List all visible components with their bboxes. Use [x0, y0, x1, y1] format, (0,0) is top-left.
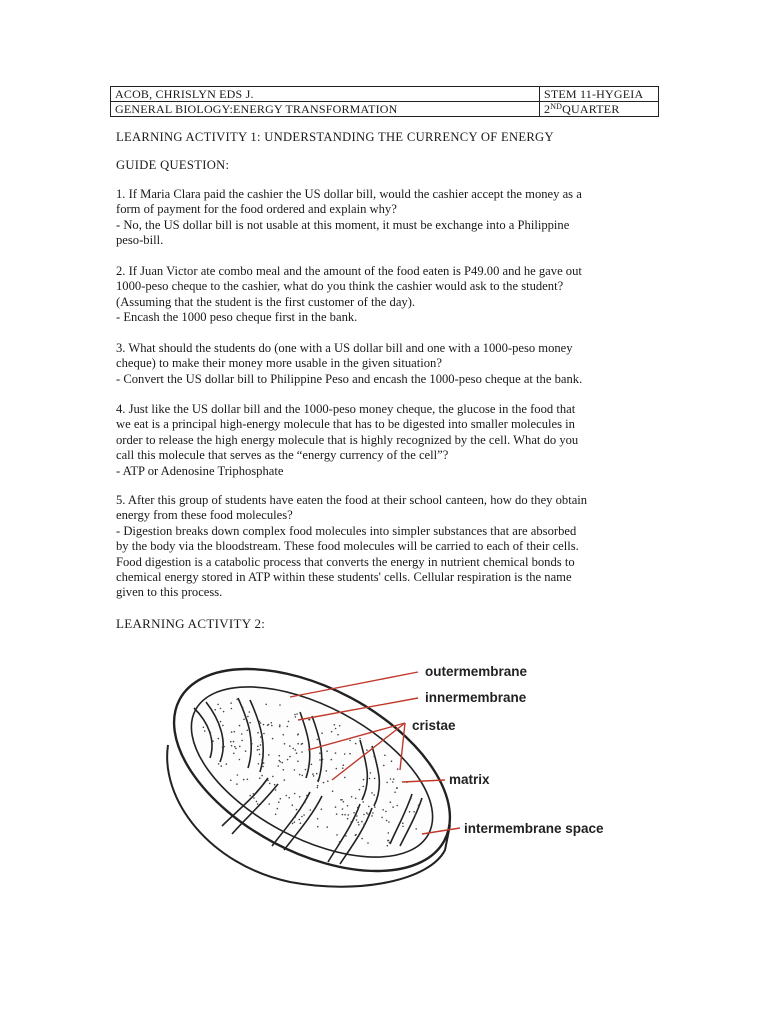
matrix-granule [292, 823, 294, 825]
matrix-granule [310, 809, 312, 811]
matrix-granule [253, 797, 255, 799]
matrix-granule [314, 723, 316, 725]
matrix-granule [388, 832, 390, 834]
matrix-granule [245, 750, 247, 752]
matrix-granule [351, 796, 353, 798]
matrix-granule [265, 704, 267, 706]
matrix-granule [331, 759, 333, 761]
matrix-granule [286, 795, 288, 797]
matrix-granule [260, 736, 262, 738]
matrix-granule [220, 721, 222, 723]
matrix-granule [249, 711, 251, 713]
question-1-line: form of payment for the food ordered and explain why? [116, 202, 397, 217]
matrix-granule [272, 738, 274, 740]
matrix-granule [267, 780, 269, 782]
matrix-granule [203, 727, 205, 729]
matrix-granule [343, 764, 345, 766]
matrix-granule [356, 819, 358, 821]
matrix-granule [297, 733, 299, 735]
matrix-granule [373, 794, 375, 796]
quarter-word: QUARTER [562, 102, 620, 116]
matrix-granule [268, 803, 270, 805]
label-outermembrane: outermembrane [425, 664, 528, 679]
matrix-granule [353, 812, 355, 814]
matrix-granule [239, 746, 241, 748]
matrix-granule [358, 824, 360, 826]
matrix-granule [374, 778, 376, 780]
matrix-granule [279, 726, 281, 728]
matrix-granule [241, 740, 243, 742]
matrix-granule [221, 765, 223, 767]
quarter-number: 2 [544, 102, 551, 116]
matrix-granule [260, 744, 262, 746]
matrix-granule [257, 803, 259, 805]
matrix-granule [347, 805, 349, 807]
matrix-granule [402, 826, 404, 828]
matrix-granule [258, 749, 260, 751]
matrix-granule [415, 828, 417, 830]
matrix-granule [342, 767, 344, 769]
header-row-2 [111, 102, 659, 117]
matrix-granule [239, 725, 241, 727]
matrix-granule [283, 734, 285, 736]
matrix-granule [218, 738, 220, 740]
matrix-granule [278, 765, 280, 767]
matrix-granule [275, 814, 277, 816]
matrix-granule [349, 753, 351, 755]
matrix-granule [278, 801, 280, 803]
matrix-granule [387, 845, 389, 847]
matrix-granule [413, 811, 415, 813]
quarter-ordinal: ND [550, 102, 563, 111]
matrix-granule [348, 814, 350, 816]
matrix-granule [274, 784, 276, 786]
matrix-granule [230, 741, 232, 743]
matrix-granule [231, 708, 233, 710]
matrix-granule [222, 725, 224, 727]
matrix-granule [257, 749, 259, 751]
matrix-granule [371, 815, 373, 817]
matrix-granule [296, 752, 298, 754]
matrix-granule [359, 738, 361, 740]
matrix-granule [339, 725, 341, 727]
matrix-granule [302, 743, 304, 745]
matrix-granule [275, 789, 277, 791]
matrix-granule [396, 805, 398, 807]
matrix-granule [418, 805, 420, 807]
matrix-granule [390, 778, 392, 780]
matrix-granule [392, 806, 394, 808]
matrix-granule [363, 779, 365, 781]
matrix-granule [326, 750, 328, 752]
matrix-granule [294, 793, 296, 795]
matrix-granule [263, 724, 265, 726]
matrix-granule [279, 704, 281, 706]
matrix-granule [262, 766, 264, 768]
matrix-granule [347, 818, 349, 820]
matrix-granule [363, 814, 365, 816]
matrix-granule [247, 716, 249, 718]
matrix-granule [288, 721, 290, 723]
matrix-granule [214, 709, 216, 711]
answer-3-line: - Convert the US dollar bill to Philippine Peso and encash the 1000-peso cheque at the bank. [116, 371, 583, 386]
label-intermembrane-space: intermembrane space [464, 821, 604, 836]
matrix-granule [231, 745, 233, 747]
matrix-granule [256, 801, 258, 803]
matrix-granule [263, 733, 265, 735]
matrix-granule [358, 835, 360, 837]
section-name: STEM 11-HYGEIA [540, 87, 659, 102]
matrix-granule [394, 791, 396, 793]
student-name: ACOB, CHRISLYN EDS J. [111, 87, 540, 102]
question-5-line: 5. After this group of students have eaten the food at their school canteen, how do they obtain [116, 493, 588, 507]
matrix-granule [212, 740, 214, 742]
label-matrix: matrix [449, 772, 490, 787]
question-3-block [116, 341, 656, 387]
matrix-granule [234, 746, 236, 748]
matrix-granule [393, 778, 395, 780]
answer-5-line: chemical energy stored in ATP within these students' cells. Cellular respiration is the name [116, 570, 572, 585]
matrix-granule [361, 821, 363, 823]
matrix-granule [362, 801, 364, 803]
quarter-cell [540, 102, 659, 117]
question-5-line: energy from these food molecules? [116, 508, 293, 523]
label-innermembrane: innermembrane [425, 690, 527, 705]
matrix-granule [334, 724, 336, 726]
matrix-granule [279, 724, 281, 726]
matrix-granule [363, 823, 365, 825]
matrix-granule [336, 834, 338, 836]
matrix-granule [397, 768, 399, 770]
matrix-granule [368, 806, 370, 808]
matrix-granule [294, 769, 296, 771]
matrix-granule [296, 713, 298, 715]
matrix-granule [284, 779, 286, 781]
matrix-granule [271, 725, 273, 727]
matrix-granule [373, 756, 375, 758]
matrix-granule [342, 814, 344, 816]
matrix-granule [230, 702, 232, 704]
matrix-granule [319, 752, 321, 754]
matrix-granule [369, 778, 371, 780]
matrix-granule [313, 775, 315, 777]
matrix-granule [295, 816, 297, 818]
matrix-granule [294, 714, 296, 716]
matrix-granule [217, 704, 219, 706]
matrix-granule [388, 821, 390, 823]
matrix-granule [249, 722, 251, 724]
matrix-granule [299, 774, 301, 776]
matrix-granule [402, 822, 404, 824]
matrix-granule [301, 816, 303, 818]
header-row-1 [111, 87, 659, 102]
matrix-granule [263, 762, 265, 764]
matrix-granule [337, 734, 339, 736]
matrix-granule [362, 786, 364, 788]
question-1-block [116, 187, 656, 249]
matrix-granule [343, 801, 345, 803]
matrix-granule [410, 798, 412, 800]
matrix-granule [239, 759, 241, 761]
matrix-granule [269, 783, 271, 785]
matrix-granule [409, 811, 411, 813]
matrix-granule [292, 804, 294, 806]
matrix-granule [259, 754, 261, 756]
matrix-granule [350, 821, 352, 823]
matrix-granule [287, 759, 289, 761]
matrix-granule [357, 807, 359, 809]
question-4-block [116, 402, 656, 479]
matrix-granule [267, 724, 269, 726]
matrix-granule [321, 808, 323, 810]
question-5-block [116, 493, 656, 601]
matrix-granule [301, 751, 303, 753]
matrix-granule [332, 790, 334, 792]
matrix-granule [355, 798, 357, 800]
matrix-granule [374, 806, 376, 808]
answer-5-line: - Digestion breaks down complex food molecules into simpler substances that are absorbed [116, 523, 577, 538]
matrix-granule [220, 708, 222, 710]
answer-4-line: - ATP or Adenosine Triphosphate [116, 463, 284, 478]
matrix-granule [372, 812, 374, 814]
matrix-granule [304, 802, 306, 804]
question-2-line: 1000-peso cheque to the cashier, what do you think the cashier would ask to the student? [116, 279, 564, 294]
matrix-granule [317, 780, 319, 782]
matrix-granule [344, 814, 346, 816]
question-4-line: order to release the high energy molecule that is highly recognized by the cell. What do you [116, 432, 579, 447]
matrix-granule [222, 747, 224, 749]
matrix-granule [366, 749, 368, 751]
matrix-granule [317, 787, 319, 789]
matrix-granule [279, 761, 281, 763]
matrix-granule [253, 793, 255, 795]
matrix-granule [204, 730, 206, 732]
matrix-granule [302, 775, 304, 777]
mitochondrion-drawing [150, 650, 483, 900]
matrix-granule [233, 741, 235, 743]
matrix-granule [295, 716, 297, 718]
matrix-granule [391, 760, 393, 762]
matrix-granule [386, 782, 388, 784]
matrix-granule [397, 787, 399, 789]
matrix-granule [226, 763, 228, 765]
matrix-granule [381, 817, 383, 819]
matrix-granule [389, 842, 391, 844]
answer-5-line: Food digestion is a catabolic process that converts the energy in nutrient chemical bonds to [116, 554, 575, 569]
matrix-granule [289, 756, 291, 758]
matrix-granule [359, 789, 361, 791]
question-1-line: 1. If Maria Clara paid the cashier the US dollar bill, would the cashier accept the money as a [116, 187, 582, 201]
matrix-granule [236, 699, 238, 701]
matrix-granule [210, 732, 212, 734]
matrix-granule [257, 732, 259, 734]
matrix-granule [296, 809, 298, 811]
matrix-granule [370, 772, 372, 774]
matrix-granule [257, 746, 259, 748]
matrix-granule [261, 759, 263, 761]
matrix-granule [344, 753, 346, 755]
matrix-granule [287, 726, 289, 728]
matrix-granule [300, 822, 302, 824]
matrix-granule [294, 821, 296, 823]
matrix-granule [321, 732, 323, 734]
question-2-line: 2. If Juan Victor ate combo meal and the amount of the food eaten is P49.00 and he gave out [116, 264, 582, 278]
matrix-granule [388, 840, 390, 842]
matrix-granule [259, 777, 261, 779]
question-4-line: call this molecule that serves as the “energy currency of the cell”? [116, 448, 449, 463]
label-cristae: cristae [412, 718, 456, 733]
matrix-granule [305, 769, 307, 771]
matrix-granule [284, 743, 286, 745]
matrix-granule [339, 841, 341, 843]
matrix-granule [279, 760, 281, 762]
matrix-granule [272, 776, 274, 778]
matrix-granule [295, 749, 297, 751]
matrix-granule [335, 728, 337, 730]
answer-2-line: - Encash the 1000 peso cheque first in the bank. [116, 310, 358, 325]
matrix-granule [261, 775, 263, 777]
matrix-granule [323, 782, 325, 784]
matrix-granule [385, 811, 387, 813]
matrix-granule [279, 755, 281, 757]
matrix-granule [251, 743, 253, 745]
matrix-granule [327, 780, 329, 782]
matrix-granule [297, 743, 299, 745]
matrix-granule [335, 806, 337, 808]
matrix-granule [261, 741, 263, 743]
matrix-granule [230, 780, 232, 782]
question-4-line: 4. Just like the US dollar bill and the 1000-peso money cheque, the glucose in the food that [116, 402, 576, 416]
matrix-granule [414, 814, 416, 816]
matrix-granule [357, 822, 359, 824]
matrix-granule [336, 813, 338, 815]
question-4-line: we eat is a principal high-energy molecule that has to be digested into smaller molecules in [116, 417, 575, 432]
matrix-granule [371, 792, 373, 794]
matrix-granule [355, 743, 357, 745]
matrix-granule [243, 719, 245, 721]
matrix-granule [319, 759, 321, 761]
matrix-granule [367, 842, 369, 844]
answer-5-line: by the body via the bloodstream. These food molecules will be carried to each of their cells. [116, 539, 579, 554]
matrix-granule [383, 765, 385, 767]
matrix-granule [317, 818, 319, 820]
matrix-granule [260, 722, 262, 724]
matrix-granule [259, 721, 261, 723]
matrix-granule [299, 819, 301, 821]
question-2-line: (Assuming that the student is the first customer of the day). [116, 294, 416, 309]
matrix-granule [242, 707, 244, 709]
matrix-granule [345, 835, 347, 837]
matrix-granule [317, 785, 319, 787]
matrix-granule [335, 752, 337, 754]
matrix-granule [344, 777, 346, 779]
matrix-granule [355, 834, 357, 836]
matrix-granule [336, 768, 338, 770]
matrix-granule [306, 795, 308, 797]
activity-1-title: LEARNING ACTIVITY 1: UNDERSTANDING THE CURRENCY OF ENERGY [116, 130, 554, 144]
guide-question-label: GUIDE QUESTION: [116, 158, 230, 172]
activity-2-title: LEARNING ACTIVITY 2: [116, 616, 266, 631]
answer-1-line: - No, the US dollar bill is not usable at this moment, it must be exchange into a Philippine [116, 217, 570, 232]
matrix-granule [361, 838, 363, 840]
matrix-granule [236, 783, 238, 785]
matrix-granule [317, 826, 319, 828]
matrix-granule [277, 808, 279, 810]
matrix-granule [322, 759, 324, 761]
matrix-granule [342, 808, 344, 810]
matrix-granule [247, 779, 249, 781]
matrix-granule [223, 746, 225, 748]
matrix-granule [218, 763, 220, 765]
matrix-granule [249, 795, 251, 797]
matrix-granule [331, 731, 333, 733]
matrix-granule [386, 820, 388, 822]
matrix-granule [292, 748, 294, 750]
header-table [110, 86, 659, 117]
matrix-granule [297, 760, 299, 762]
matrix-granule [280, 798, 282, 800]
matrix-granule [233, 753, 235, 755]
answer-5-line: given to this process. [116, 585, 223, 600]
matrix-granule [258, 763, 260, 765]
matrix-granule [384, 755, 386, 757]
matrix-granule [283, 769, 285, 771]
matrix-granule [367, 813, 369, 815]
matrix-granule [241, 733, 243, 735]
question-3-line: 3. What should the students do (one with a US dollar bill and one with a 1000-peso money [116, 341, 573, 355]
matrix-granule [223, 711, 225, 713]
matrix-granule [231, 731, 233, 733]
matrix-granule [210, 736, 212, 738]
matrix-granule [326, 770, 328, 772]
matrix-granule [235, 748, 237, 750]
matrix-granule [311, 764, 313, 766]
question-3-line: cheque) to make their money more usable in the given situation? [116, 356, 442, 371]
matrix-granule [243, 779, 245, 781]
matrix-granule [308, 719, 310, 721]
matrix-granule [317, 739, 319, 741]
matrix-granule [282, 762, 284, 764]
matrix-granule [392, 781, 394, 783]
matrix-granule [271, 722, 273, 724]
matrix-granule [349, 740, 351, 742]
matrix-granule [366, 812, 368, 814]
matrix-granule [209, 733, 211, 735]
matrix-granule [234, 731, 236, 733]
matrix-granule [356, 815, 358, 817]
matrix-granule [341, 799, 343, 801]
matrix-granule [247, 730, 249, 732]
subject-title: GENERAL BIOLOGY:ENERGY TRANSFORMATION [111, 102, 540, 117]
matrix-granule [390, 801, 392, 803]
matrix-granule [382, 809, 384, 811]
matrix-granule [308, 765, 310, 767]
matrix-granule [299, 796, 301, 798]
answer-1-line: peso-bill. [116, 233, 164, 248]
matrix-granule [288, 797, 290, 799]
mitochondrion-diagram [150, 650, 620, 900]
matrix-granule [326, 826, 328, 828]
matrix-granule [312, 773, 314, 775]
matrix-granule [303, 814, 305, 816]
matrix-granule [268, 754, 270, 756]
matrix-granule [316, 773, 318, 775]
matrix-granule [237, 774, 239, 776]
question-2-block [116, 264, 656, 326]
matrix-granule [289, 745, 291, 747]
